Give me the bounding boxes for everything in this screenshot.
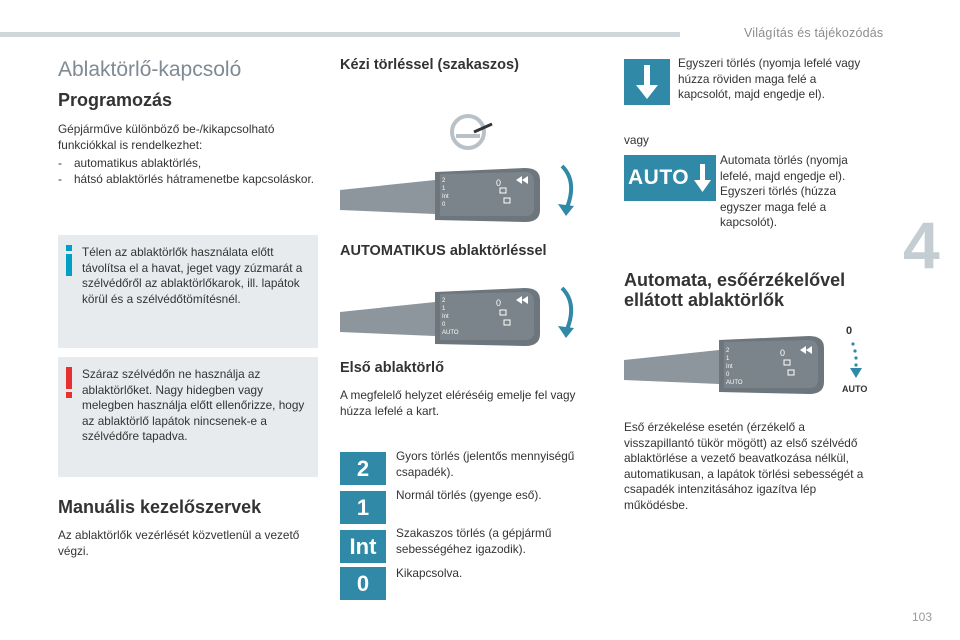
svg-text:0: 0 xyxy=(496,178,502,188)
warning-icon xyxy=(66,367,72,389)
programming-heading: Programozás xyxy=(58,90,173,110)
page-title: Ablaktörlő-kapcsoló xyxy=(58,58,242,81)
manual-text: Az ablaktörlők vezérlését közvetlenül a vezető végzi. xyxy=(58,528,300,558)
stalk-label-1: 1 xyxy=(726,356,730,362)
rain-sensor-heading: Automata, esőérzékelővel ellátott ablaktörlők xyxy=(624,270,846,310)
position-description: Normál törlés (gyenge eső). xyxy=(396,488,542,502)
section-name: Világítás és tájékozódás xyxy=(744,26,884,40)
warning-note-text: Száraz szélvédőn ne használja az ablaktörlőket. Nagy hidegben vagy melegben használja előtt ellenőrizze, hogy az ablaktörlő lapátok nincsenek-e a szélvédőre tapadva. xyxy=(82,367,305,443)
list-item: - hátsó ablaktörlés hátramenetbe kapcsoláskor. xyxy=(58,172,318,188)
steering-wheel-icon xyxy=(448,112,496,152)
front-wiper-heading: Első ablaktörlő xyxy=(340,360,444,376)
wiper-stalk-auto xyxy=(340,282,585,354)
info-icon xyxy=(66,245,72,251)
stalk-label-1: 1 xyxy=(442,306,446,312)
stalk-label-2: 2 xyxy=(726,348,730,354)
chapter-number: 4 xyxy=(903,208,940,282)
svg-text:0: 0 xyxy=(496,298,502,308)
warning-note xyxy=(58,357,318,477)
stalk-label-0: 0 xyxy=(442,202,446,208)
single-wipe-text: Egyszeri törlés (nyomja lefelé vagy húzza röviden maga felé a kapcsolót, majd engedje el). xyxy=(678,56,861,101)
rain-label-0: 0 xyxy=(846,325,853,337)
programming-intro: Gépjárműve különböző be-/kikapcsolható funkciókkal is rendelkezhet: xyxy=(58,122,275,152)
position-badge: 1 xyxy=(340,491,386,524)
stalk-label-2: 2 xyxy=(442,298,446,304)
wiper-stalk-intermittent xyxy=(340,160,585,230)
position-description: Gyors törlés (jelentős mennyiségű csapadék). xyxy=(396,449,575,479)
stalk-label-int: Int xyxy=(726,364,733,370)
programming-list xyxy=(58,156,318,187)
stalk-label-int: Int xyxy=(442,194,449,200)
auto-label: AUTO xyxy=(628,166,690,189)
wiper-stalk-rain-sensor xyxy=(624,322,874,402)
intermittent-heading: Kézi törléssel (szakaszos) xyxy=(340,57,519,73)
single-wipe-icon xyxy=(624,59,670,105)
position-badge: Int xyxy=(340,530,386,563)
front-wiper-text: A megfelelő helyzet eléréséig emelje fel vagy húzza lefelé a kart. xyxy=(340,388,576,418)
auto-wipe-text: Automata törlés (nyomja lefelé, majd engedje el). Egyszeri törlés (húzza egyszer maga felé a kapcsolót). xyxy=(720,153,848,229)
auto-wipe-icon xyxy=(624,155,716,201)
info-note xyxy=(58,235,318,348)
position-badge: 2 xyxy=(340,452,386,485)
stalk-label-auto: AUTO xyxy=(442,330,459,336)
stalk-label-0: 0 xyxy=(726,372,730,378)
stalk-label-int: Int xyxy=(442,314,449,320)
stalk-label-2: 2 xyxy=(442,178,446,184)
stalk-label-0: 0 xyxy=(442,322,446,328)
stalk-label-auto: AUTO xyxy=(726,380,743,386)
top-bar xyxy=(0,32,680,37)
list-item: - automatikus ablaktörlés, xyxy=(58,156,318,172)
manual-heading: Manuális kezelőszervek xyxy=(58,497,262,517)
position-description: Kikapcsolva. xyxy=(396,566,463,580)
position-description: Szakaszos törlés (a gépjármű sebességéhez igazodik). xyxy=(396,526,552,556)
page-number: 103 xyxy=(912,610,933,624)
position-badge: 0 xyxy=(340,567,386,600)
rain-sensor-text: Eső érzékelése esetén (érzékelő a visszapillantó tükör mögött) az első szélvédő ablaktörlése a vezető beavatkozása nélkül, automatikusan, a lapátok törlési sebességét a csapadék intenzitásához igazítva lép működésbe. xyxy=(624,420,864,512)
or-text: vagy xyxy=(624,133,649,147)
stalk-label-1: 1 xyxy=(442,186,446,192)
info-note-text: Télen az ablaktörlők használata előtt távolítsa el a havat, jeget vagy zúzmarát a szélvédőről az ablaktörlőkarok, ill. lapátok körül és a szélvédőtömítésnél. xyxy=(82,245,303,306)
arrow-down-icon xyxy=(692,158,714,198)
rain-label-auto: AUTO xyxy=(842,384,868,394)
svg-text:0: 0 xyxy=(780,348,786,358)
auto-heading: AUTOMATIKUS ablaktörléssel xyxy=(340,243,547,259)
